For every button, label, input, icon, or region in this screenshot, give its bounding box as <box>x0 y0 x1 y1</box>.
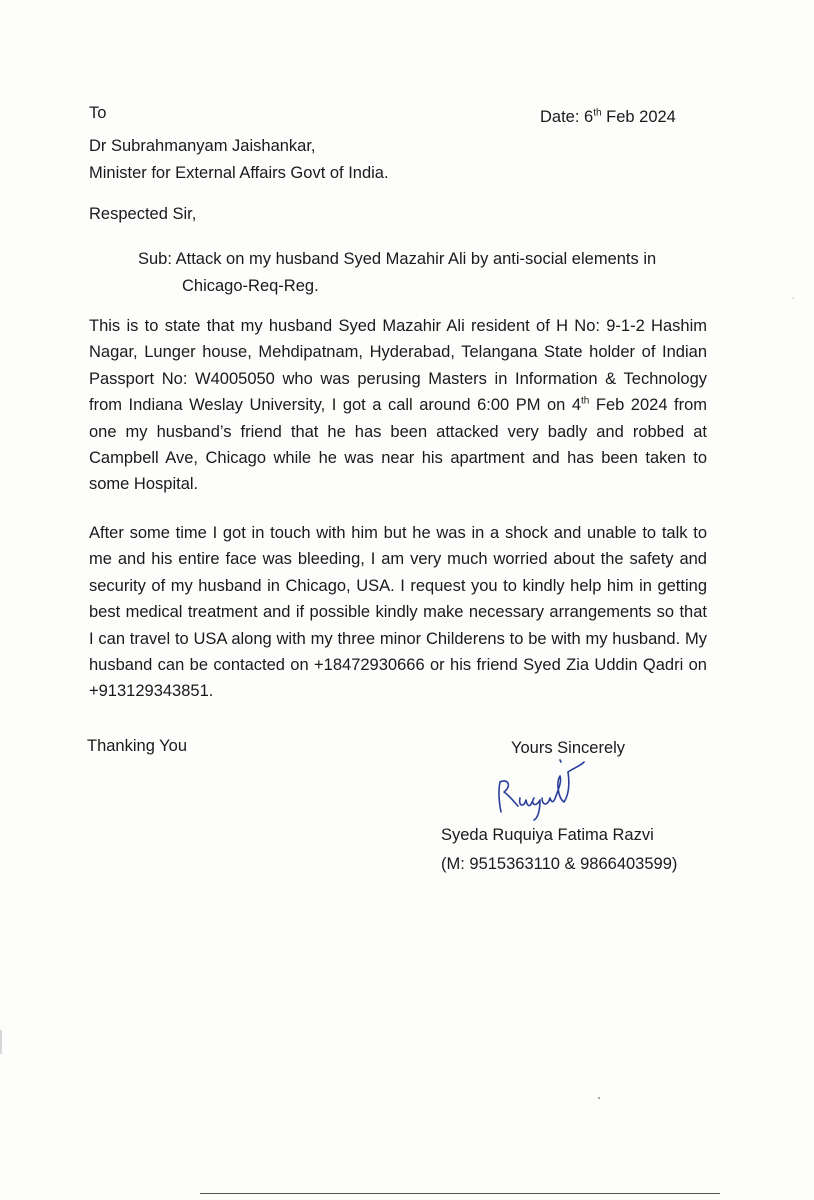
subject-line-2: Chicago-Req-Reg. <box>182 277 319 295</box>
signature <box>488 752 598 822</box>
body-paragraph-1: This is to state that my husband Syed Mazahir Ali resident of H No: 9-1-2 Hashim Nagar, Lunger house, Mehdipatnam, Hyderabad, Telangana State holder of Indian Passport No: W4005050 who was perusing Masters in Information & Technology from Indiana Weslay University, I got a call around 6:00 PM on 4th Feb 2024 from one my husband’s friend that he has been attacked very badly and robbed at Campbell Ave, Chicago while he was near his apartment and has been taken to some Hospital. <box>89 317 708 494</box>
letter-date: Date: 6th Feb 2024 <box>540 107 676 126</box>
sender-name: Syeda Ruquiya Fatima Razvi <box>441 826 654 844</box>
scan-speck <box>598 1097 600 1099</box>
subject-line-1: Sub: Attack on my husband Syed Mazahir Ali by anti-social elements in <box>138 250 657 268</box>
bottom-edge-line <box>200 1193 720 1194</box>
scan-speck <box>792 297 794 299</box>
to-label: To <box>89 104 107 122</box>
salutation: Respected Sir, <box>89 205 197 223</box>
recipient-title: Minister for External Affairs Govt of India. <box>89 164 389 182</box>
closing-line: Yours Sincerely <box>511 739 626 757</box>
scan-edge-mark <box>0 1030 2 1054</box>
sender-phone: (M: 9515363110 & 9866403599) <box>441 855 678 873</box>
recipient-name: Dr Subrahmanyam Jaishankar, <box>89 137 316 155</box>
thanking-line: Thanking You <box>87 737 188 755</box>
body-paragraph-2: After some time I got in touch with him but he was in a shock and unable to talk to me and his entire face was bleeding, I am very much worried about the safety and security of my husband in Chicago, USA. I request you to kindly help him in getting best medical treatment and if possible kindly make necessary arrangements so that I can travel to USA along with my three minor Childerens to be with my husband. My husband can be contacted on +18472930666 or his friend Syed Zia Uddin Qadri on +913129343851. <box>89 524 707 701</box>
